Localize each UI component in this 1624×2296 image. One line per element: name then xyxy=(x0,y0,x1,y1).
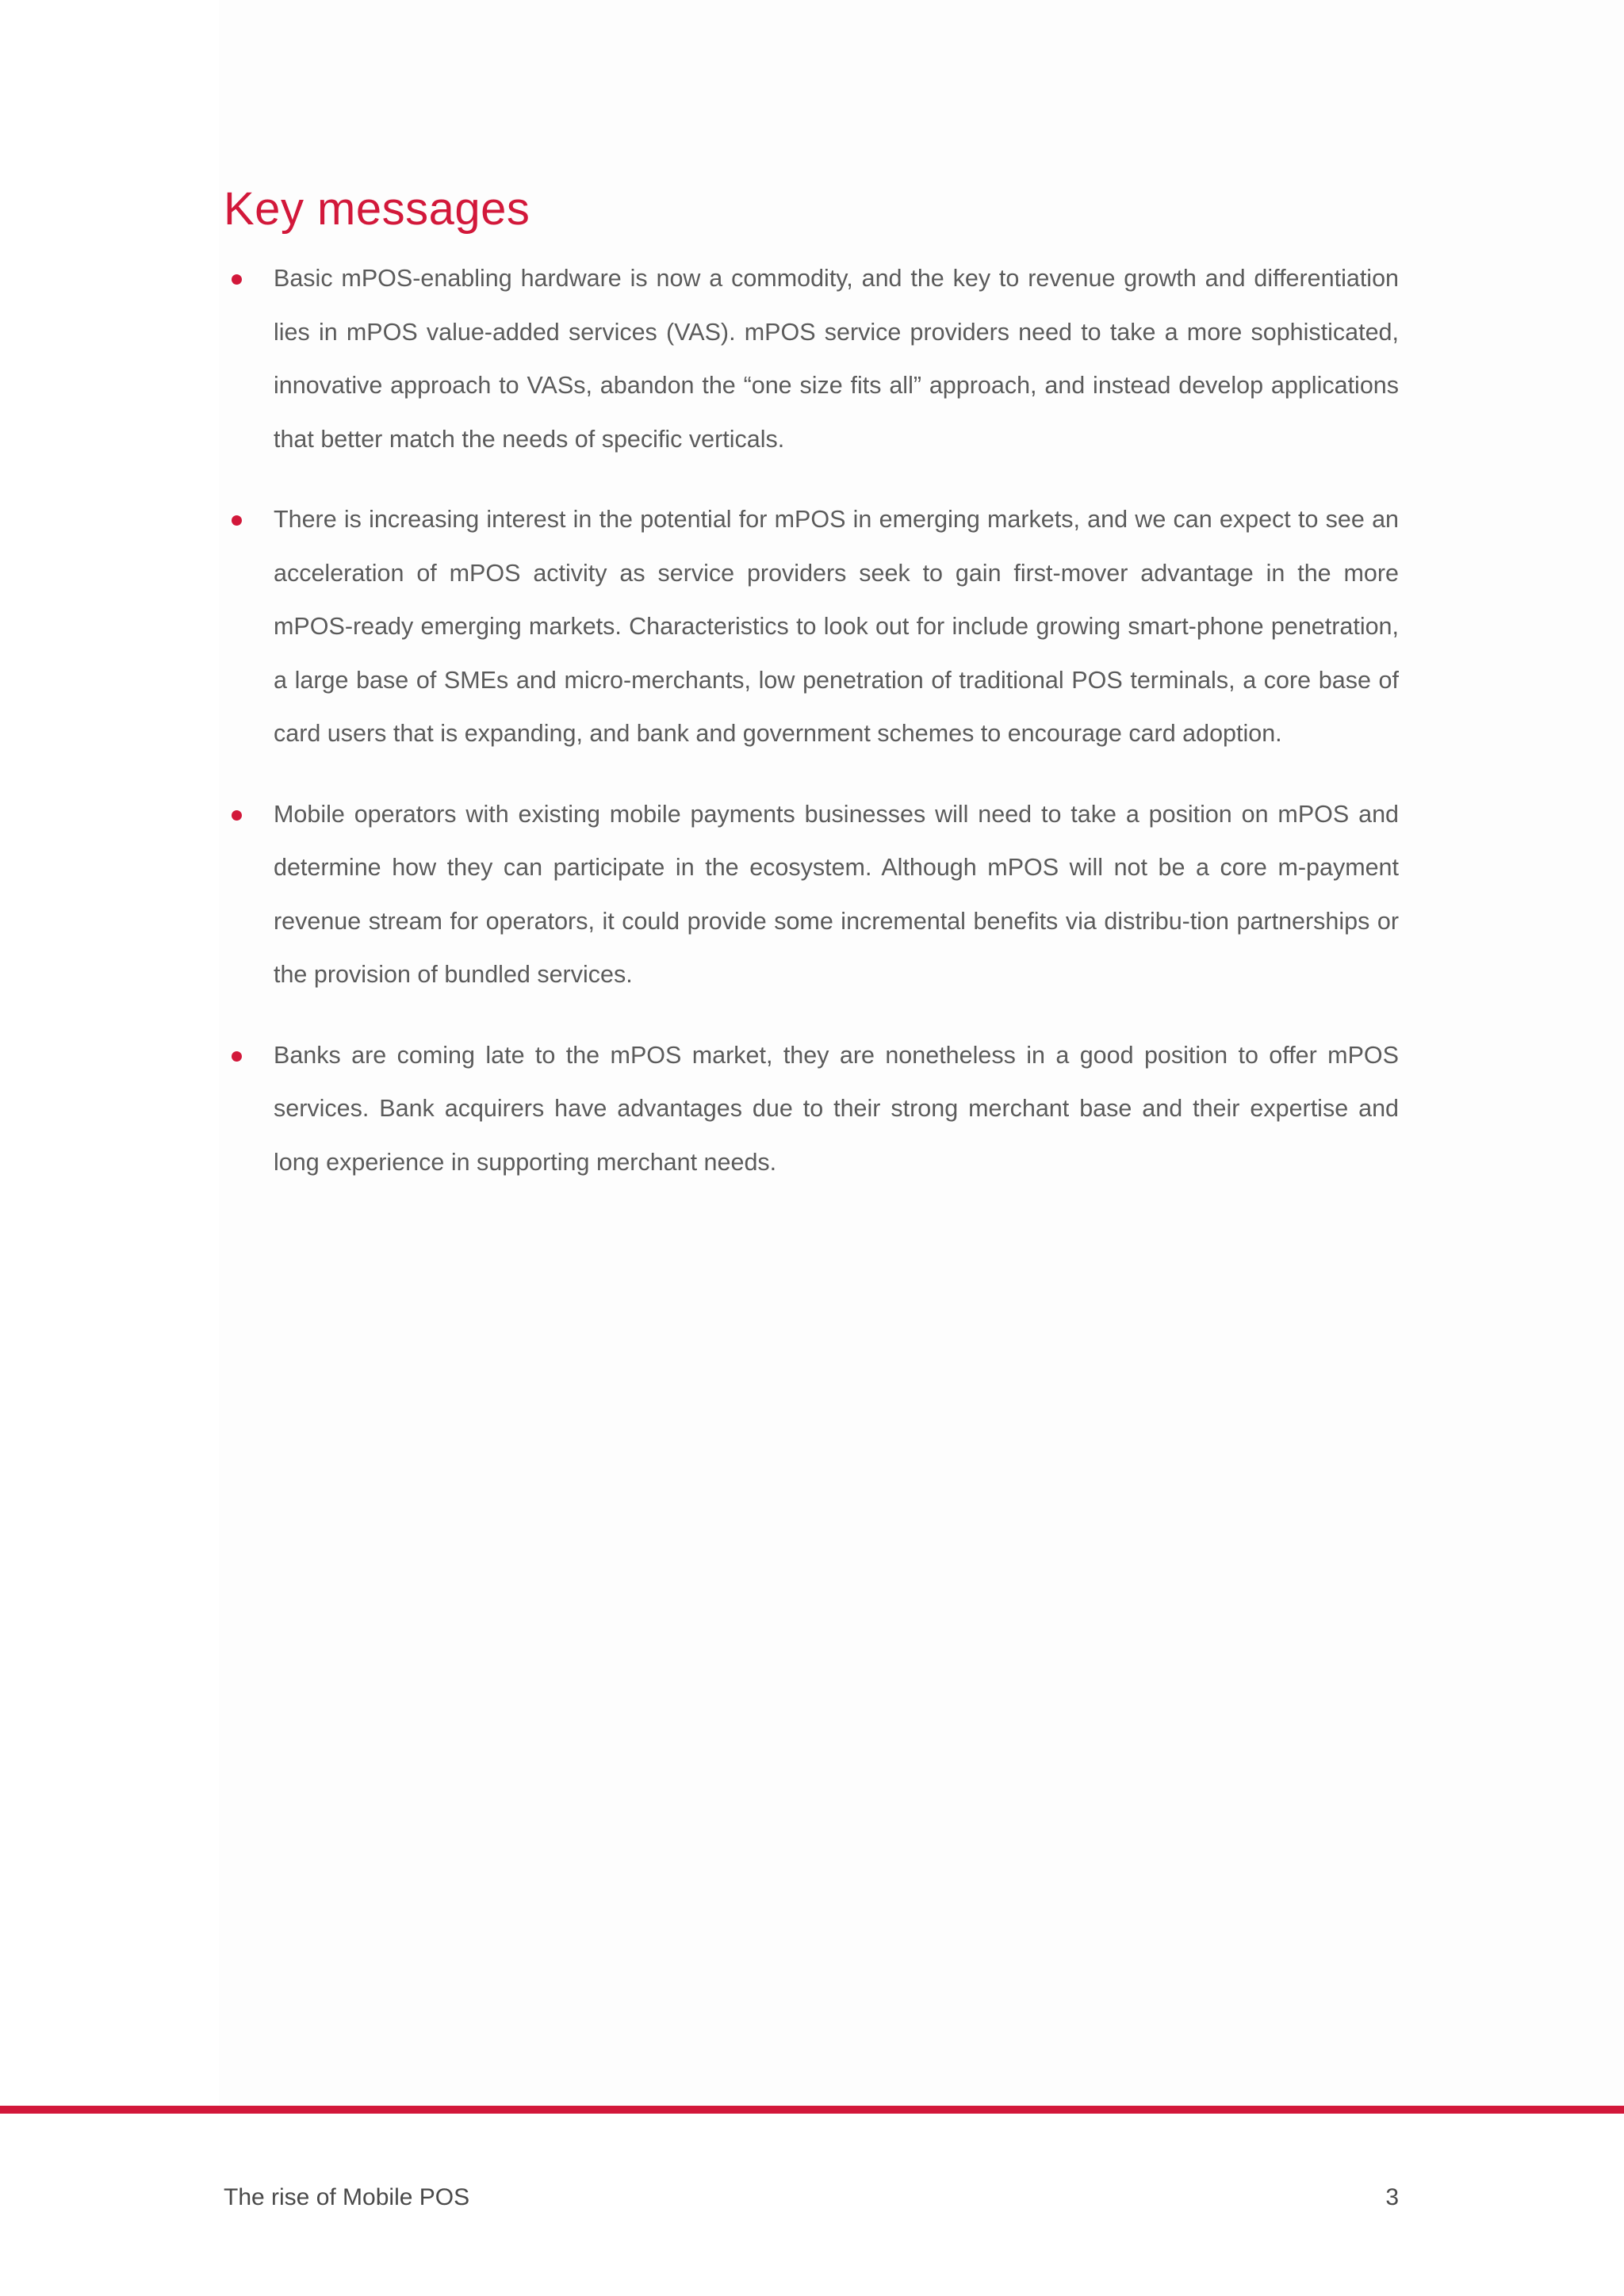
message-text: There is increasing interest in the potential for mPOS in emerging markets, and we can expect to see an acceleration of mPOS activity as service providers seek to gain first-mover advantage in the more mPOS-ready emerging markets. Characteristics to look out for include growing smart-phone penetration, a large base of SMEs and micro-merchants, low penetration of traditional POS terminals, a core base of card users that is expanding, and bank and government schemes to encourage card adoption. xyxy=(274,506,1399,747)
list-item xyxy=(224,1029,1399,1190)
bullet-dot-icon xyxy=(232,274,242,285)
footer-document-title: The rise of Mobile POS xyxy=(224,2184,470,2210)
footer-divider xyxy=(0,2106,1624,2114)
bullet-dot-icon xyxy=(232,810,242,821)
list-item xyxy=(224,493,1399,761)
bullet-dot-icon xyxy=(232,515,242,526)
page-title: Key messages xyxy=(224,183,530,235)
message-text: Mobile operators with existing mobile payments businesses will need to take a position on mPOS and determine how they can participate in the ecosystem. Although mPOS will not be a core m-payment revenue stream for operators, it could provide some incremental benefits via distribu-tion partnerships or the provision of bundled services. xyxy=(274,800,1399,988)
page-number: 3 xyxy=(1385,2184,1399,2210)
list-item xyxy=(224,252,1399,466)
message-text: Basic mPOS-enabling hardware is now a commodity, and the key to revenue growth and differentiation lies in mPOS value-added services (VAS). mPOS service providers need to take a more sophisticated, innovative approach to VASs, abandon the “one size fits all” approach, and instead develop applications that better match the needs of specific verticals. xyxy=(274,265,1399,453)
key-messages-list xyxy=(224,252,1399,1216)
bullet-dot-icon xyxy=(232,1051,242,1062)
list-item xyxy=(224,788,1399,1002)
message-text: Banks are coming late to the mPOS market, they are nonetheless in a good position to offer mPOS services. Bank acquirers have advantages due to their strong merchant base and their expertise and long experience in supporting merchant needs. xyxy=(274,1041,1399,1176)
